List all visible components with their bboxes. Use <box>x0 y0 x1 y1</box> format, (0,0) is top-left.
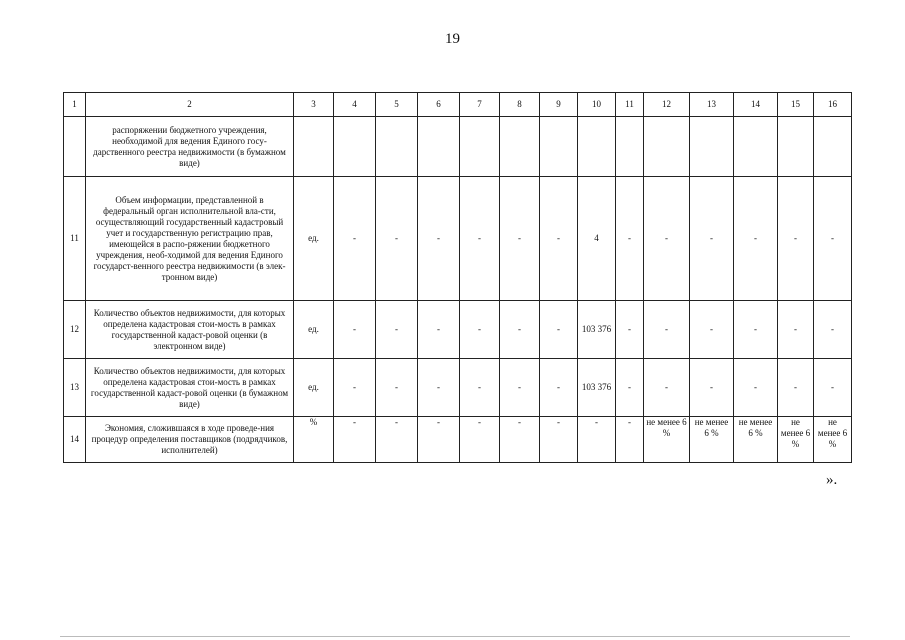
table-cell: - <box>376 417 418 463</box>
table-cell: 103 376 <box>578 301 616 359</box>
header-cell: 7 <box>460 93 500 117</box>
header-cell: 8 <box>500 93 540 117</box>
table-cell: - <box>460 359 500 417</box>
table-cell: - <box>334 177 376 301</box>
table-cell: - <box>376 301 418 359</box>
header-cell: 12 <box>644 93 690 117</box>
header-cell: 13 <box>690 93 734 117</box>
table-cell: - <box>418 359 460 417</box>
table-cell: - <box>540 301 578 359</box>
table-cell: ед. <box>294 359 334 417</box>
table-cell <box>334 117 376 177</box>
table-cell: не менее 6 % <box>734 417 778 463</box>
header-cell: 10 <box>578 93 616 117</box>
header-cell: 1 <box>64 93 86 117</box>
table-cell: не менее 6 % <box>644 417 690 463</box>
row-number: 12 <box>64 301 86 359</box>
table-cell: ед. <box>294 301 334 359</box>
table-row <box>64 359 852 417</box>
table-cell: - <box>540 177 578 301</box>
table-cell: - <box>616 301 644 359</box>
table-cell <box>578 117 616 177</box>
table-cell: - <box>376 359 418 417</box>
table-cell <box>418 117 460 177</box>
table-cell: - <box>334 301 376 359</box>
row-description: Объем информации, представленной в федеральный орган исполнительной вла-сти, осуществляющий государственный кадастровый учет и государственную регистрацию прав, имеющейся в распо-ряжении бюджетного учреждения, необ-ходимой для ведения Единого государст-венного реестра недвижимости (в элек-тронном виде) <box>86 177 294 301</box>
table-cell <box>616 117 644 177</box>
table-cell: - <box>334 359 376 417</box>
table-cell: - <box>500 359 540 417</box>
table-row <box>64 117 852 177</box>
page-bottom-edge <box>60 636 850 637</box>
table-cell: - <box>460 417 500 463</box>
table-cell: не менее 6 % <box>690 417 734 463</box>
table-cell: - <box>460 177 500 301</box>
table-cell <box>500 117 540 177</box>
table-cell: - <box>616 177 644 301</box>
table-cell: - <box>540 417 578 463</box>
row-number: 14 <box>64 417 86 463</box>
table-cell: - <box>418 417 460 463</box>
table-cell: - <box>778 177 814 301</box>
table-cell: - <box>778 359 814 417</box>
header-cell: 9 <box>540 93 578 117</box>
table-cell: - <box>460 301 500 359</box>
table-cell: - <box>644 359 690 417</box>
table-cell: - <box>814 177 852 301</box>
table-cell: - <box>500 417 540 463</box>
table-cell <box>734 117 778 177</box>
row-description: Количество объектов недвижимости, для которых определена кадастровая стои-мость в рамках государственной кадаст-ровой оценки (в электронном виде) <box>86 301 294 359</box>
table-cell: - <box>814 359 852 417</box>
table-cell <box>814 117 852 177</box>
table-cell <box>540 117 578 177</box>
table-cell: не менее 6 % <box>778 417 814 463</box>
table-row <box>64 417 852 463</box>
table-cell: - <box>778 301 814 359</box>
table-cell: - <box>334 417 376 463</box>
table-cell: - <box>644 301 690 359</box>
row-description: Количество объектов недвижимости, для которых определена кадастровая стои-мость в рамках государственной кадаст-ровой оценки (в бумажном виде) <box>86 359 294 417</box>
table-cell <box>644 117 690 177</box>
table-cell <box>460 117 500 177</box>
page-number: 19 <box>445 31 460 47</box>
table-cell: - <box>418 301 460 359</box>
header-cell: 5 <box>376 93 418 117</box>
table-cell: - <box>690 359 734 417</box>
row-number: 13 <box>64 359 86 417</box>
header-cell: 3 <box>294 93 334 117</box>
table-cell: - <box>578 417 616 463</box>
table-cell <box>294 117 334 177</box>
header-cell: 4 <box>334 93 376 117</box>
row-number <box>64 117 86 177</box>
table-cell: 103 376 <box>578 359 616 417</box>
header-cell: 11 <box>616 93 644 117</box>
row-number: 11 <box>64 177 86 301</box>
table-cell: - <box>376 177 418 301</box>
table-cell: % <box>294 417 334 463</box>
table-cell: - <box>540 359 578 417</box>
table-cell: - <box>690 301 734 359</box>
table-cell: - <box>500 301 540 359</box>
header-cell: 16 <box>814 93 852 117</box>
table-cell: - <box>616 417 644 463</box>
table-cell: - <box>734 177 778 301</box>
table-cell <box>690 117 734 177</box>
table-cell: - <box>500 177 540 301</box>
closing-quote-mark: ». <box>826 472 838 488</box>
header-row <box>64 93 852 117</box>
table-cell: - <box>814 301 852 359</box>
row-description: Экономия, сложившаяся в ходе проведе-ния процедур определения поставщиков (подрядчиков, исполнителей) <box>86 417 294 463</box>
indicators-table <box>63 92 852 463</box>
header-cell: 14 <box>734 93 778 117</box>
header-cell: 15 <box>778 93 814 117</box>
header-cell: 6 <box>418 93 460 117</box>
table-cell: 4 <box>578 177 616 301</box>
table-cell: - <box>644 177 690 301</box>
table-cell: - <box>418 177 460 301</box>
header-cell: 2 <box>86 93 294 117</box>
table-cell <box>376 117 418 177</box>
table-row <box>64 301 852 359</box>
table-cell: - <box>734 359 778 417</box>
row-description: распоряжении бюджетного учреждения, необходимой для ведения Единого госу-дарственного реестра недвижимости (в бумажном виде) <box>86 117 294 177</box>
table-cell: - <box>690 177 734 301</box>
table-cell: не менее 6 % <box>814 417 852 463</box>
table-cell: - <box>734 301 778 359</box>
table-cell: ед. <box>294 177 334 301</box>
table-cell: - <box>616 359 644 417</box>
table-row <box>64 177 852 301</box>
table-cell <box>778 117 814 177</box>
